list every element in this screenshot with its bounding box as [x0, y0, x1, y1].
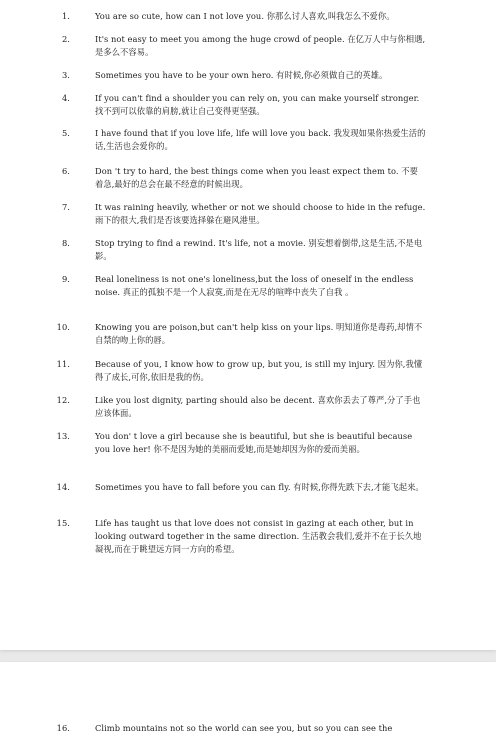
list-item	[56, 358, 426, 384]
item-number: 2.	[61, 34, 70, 44]
item-text: It was raining heavily, whether or not we should choose to hide in the refuge. 雨下的很大,我们是否该要选择躲在避风港里。	[95, 202, 426, 225]
item-number: 12.	[56, 395, 70, 405]
document-page-2	[0, 662, 496, 752]
list-item	[56, 517, 426, 556]
list-item	[61, 33, 426, 59]
item-text: Knowing you are poison,but can't help kiss on your lips. 明知道你是毒药,却情不自禁的吻上你的唇。	[95, 322, 423, 345]
list-item	[56, 394, 426, 420]
item-number: 11.	[56, 359, 70, 369]
list-item	[61, 92, 426, 118]
item-text: Like you lost dignity, parting should also be decent. 喜欢你丢去了尊严,分了手也应该体面。	[95, 395, 421, 418]
item-text: I have found that if you love life, life will love you back. 我发现如果你热爱生活的话,生活也会爱你的。	[95, 128, 426, 151]
list-item	[56, 722, 426, 735]
list-item	[56, 481, 426, 494]
list-item	[61, 127, 426, 153]
item-number: 16.	[56, 723, 70, 733]
item-number: 9.	[61, 274, 70, 284]
item-text: Climb mountains not so the world can see you, but so you can see the	[95, 723, 393, 733]
item-text: Sometimes you have to be your own hero. 有时候,你必须做自己的英雄。	[95, 70, 388, 80]
item-text: It's not easy to meet you among the huge crowd of people. 在亿万人中与你相遇,是多么不容易。	[95, 34, 426, 57]
item-text: Don 't try to hard, the best things come when you least expect them to. 不要着急,最好的总会在最不经意的时候出现。	[95, 166, 418, 189]
list-item	[61, 165, 426, 191]
item-number: 1.	[61, 11, 70, 21]
item-text: You don' t love a girl because she is beautiful, but she is beautiful because you love her! 你不是因为她的美丽而爱她,而是她却因为你的爱而美丽。	[95, 431, 413, 454]
item-number: 10.	[56, 322, 70, 332]
list-item	[56, 321, 426, 347]
item-text: Life has taught us that love does not consist in gazing at each other, but in looking outward together in the same direction. 生活教会我们,爱并不在于长久地凝视,而在于眺望远方同一方向的希望。	[95, 518, 422, 554]
item-number: 6.	[61, 166, 70, 176]
item-text: If you can't find a shoulder you can rely on, you can make yourself stronger. 找不到可以依靠的肩膀,就让自己变得更坚强。	[95, 93, 420, 116]
item-number: 7.	[61, 202, 70, 212]
item-number: 15.	[56, 518, 70, 528]
item-text: You are so cute, how can I not love you. 你那么讨人喜欢,叫我怎么不爱你。	[95, 11, 395, 21]
list-item	[61, 69, 426, 82]
list-item	[61, 273, 426, 299]
list-item	[61, 237, 426, 263]
list-item	[61, 201, 426, 227]
item-number: 14.	[56, 482, 70, 492]
item-number: 5.	[61, 128, 70, 138]
item-text: Sometimes you have to fall before you can fly. 有时候,你得先跌下去,才能飞起来。	[95, 482, 424, 492]
item-text: Real loneliness is not one's loneliness,but the loss of oneself in the endless noise. 真正的孤独不是一个人寂寞,而是在无尽的喧哗中丧失了自我 。	[95, 274, 414, 297]
item-number: 3.	[61, 70, 70, 80]
list-item	[56, 430, 426, 456]
item-text: Because of you, I know how to grow up, but you, is still my injury. 因为你,我懂得了成长,可你,依旧是我的伤。	[95, 359, 423, 382]
item-number: 13.	[56, 431, 70, 441]
item-number: 4.	[61, 93, 70, 103]
item-number: 8.	[61, 238, 70, 248]
item-text: Stop trying to find a rewind. It's life, not a movie. 别妄想着倒带,这是生活,不是电影。	[95, 238, 423, 261]
list-item	[61, 10, 426, 23]
